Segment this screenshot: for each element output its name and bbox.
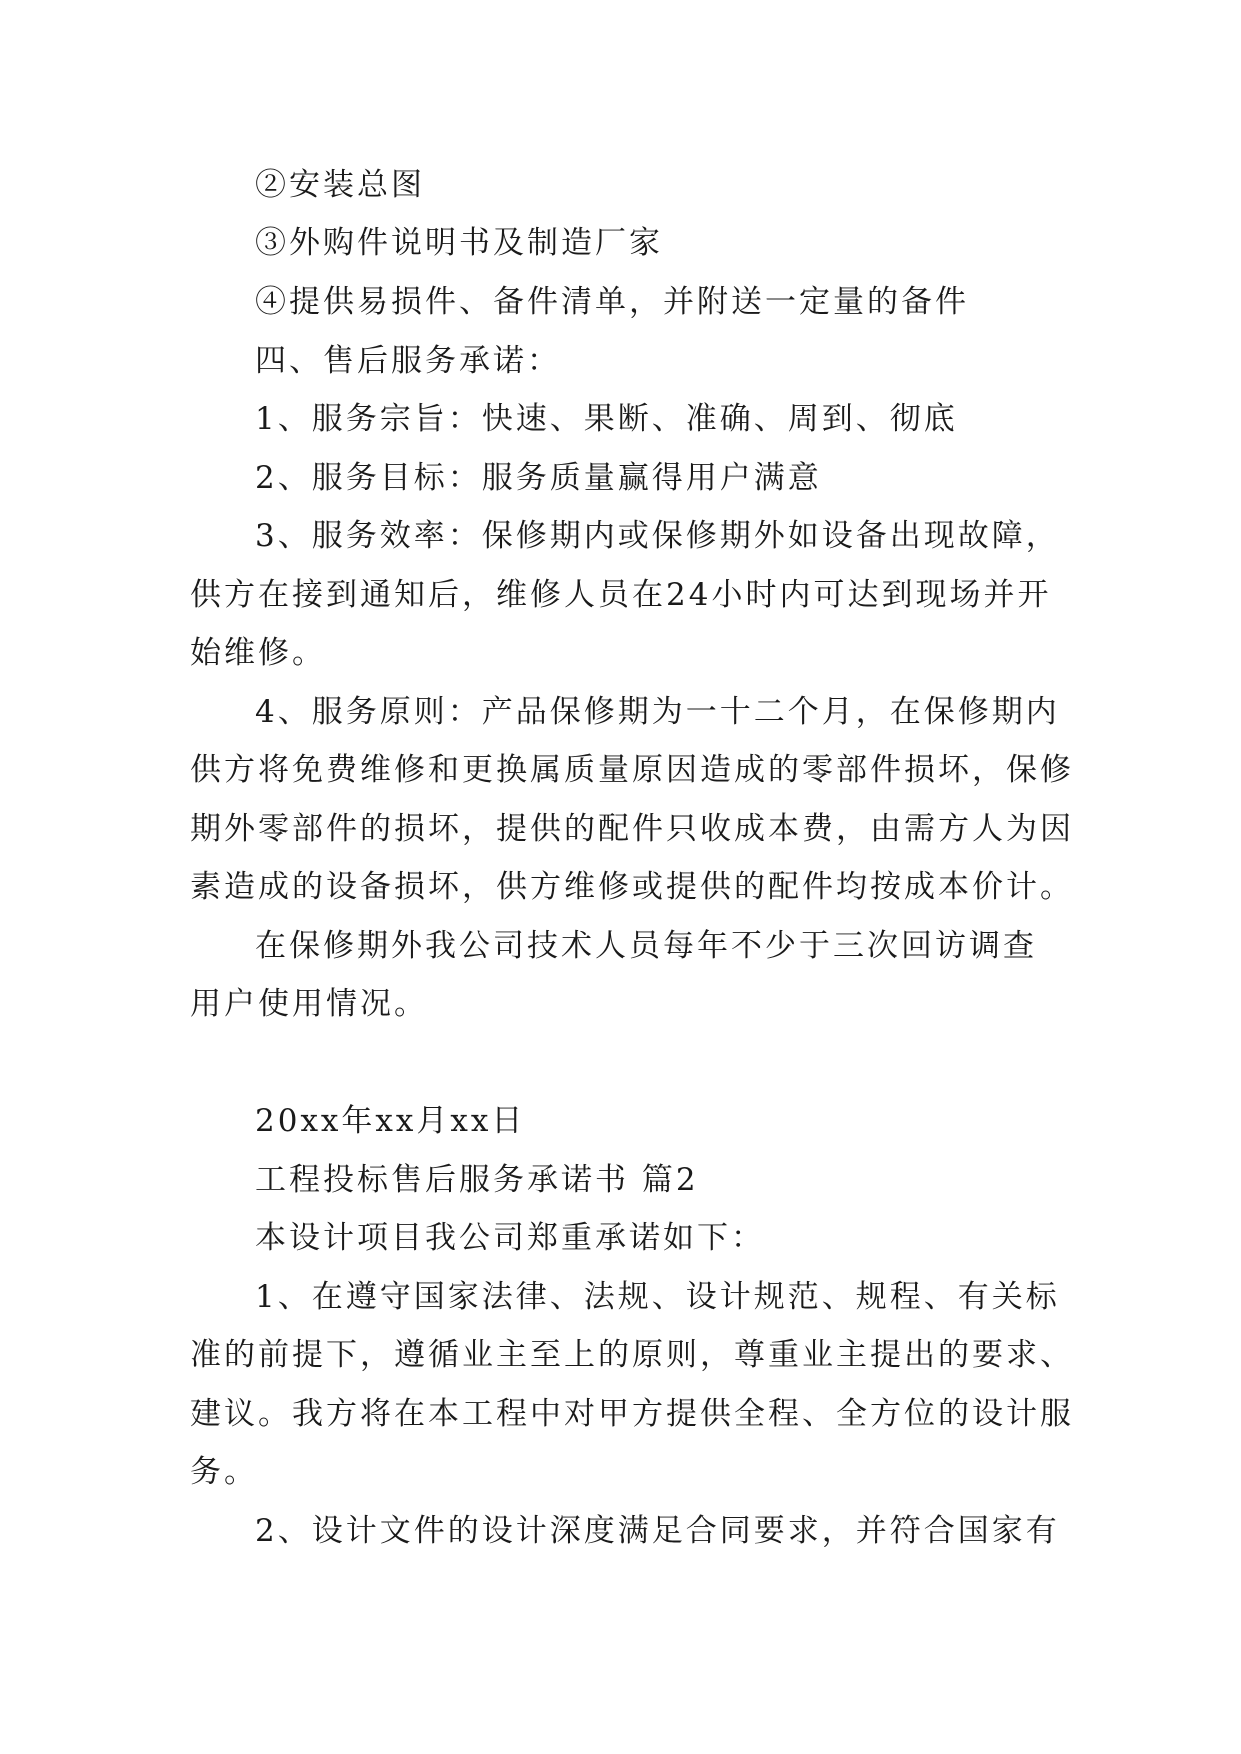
paragraph-line: 用户使用情况。 — [190, 986, 428, 1022]
paragraph-revisit: 在保修期外我公司技术人员每年不少于三次回访调查 — [255, 928, 1037, 964]
paragraph-line: 建议。我方将在本工程中对甲方提供全程、全方位的设计服 — [190, 1396, 1074, 1432]
paragraph-commitment-1: 1、在遵守国家法律、法规、设计规范、规程、有关标 — [255, 1279, 1060, 1315]
list-item-assembly-drawing: ②安装总图 — [255, 167, 425, 203]
paragraph-service-principle: 4、服务原则：产品保修期为一十二个月，在保修期内 — [255, 694, 1060, 730]
list-item-spare-parts-list: ④提供易损件、备件清单，并附送一定量的备件 — [255, 284, 969, 320]
document-date: 20xx年xx月xx日 — [255, 1103, 526, 1139]
section-heading-after-sales: 四、售后服务承诺： — [255, 343, 561, 379]
paragraph-line: 准的前提下，遵循业主至上的原则，尊重业主提出的要求、 — [190, 1337, 1074, 1373]
paragraph-line: 期外零部件的损坏，提供的配件只收成本费，由需方人为因 — [190, 811, 1074, 847]
paragraph-line: 素造成的设备损坏，供方维修或提供的配件均按成本价计。 — [190, 869, 1074, 905]
paragraph-service-goal: 2、服务目标：服务质量赢得用户满意 — [255, 460, 822, 496]
paragraph-service-purpose: 1、服务宗旨：快速、果断、准确、周到、彻底 — [255, 401, 958, 437]
section-title-part-2: 工程投标售后服务承诺书 篇2 — [255, 1162, 699, 1198]
paragraph-commitment-intro: 本设计项目我公司郑重承诺如下： — [255, 1220, 765, 1256]
paragraph-line: 务。 — [190, 1454, 258, 1490]
paragraph-commitment-2: 2、设计文件的设计深度满足合同要求，并符合国家有 — [255, 1513, 1060, 1549]
paragraph-line: 始维修。 — [190, 635, 326, 671]
paragraph-line: 供方在接到通知后，维修人员在24小时内可达到现场并开 — [190, 577, 1052, 613]
list-item-purchased-parts-manual: ③外购件说明书及制造厂家 — [255, 225, 663, 261]
paragraph-service-efficiency: 3、服务效率：保修期内或保修期外如设备出现故障， — [255, 518, 1060, 554]
paragraph-line: 供方将免费维修和更换属质量原因造成的零部件损坏，保修 — [190, 752, 1074, 788]
